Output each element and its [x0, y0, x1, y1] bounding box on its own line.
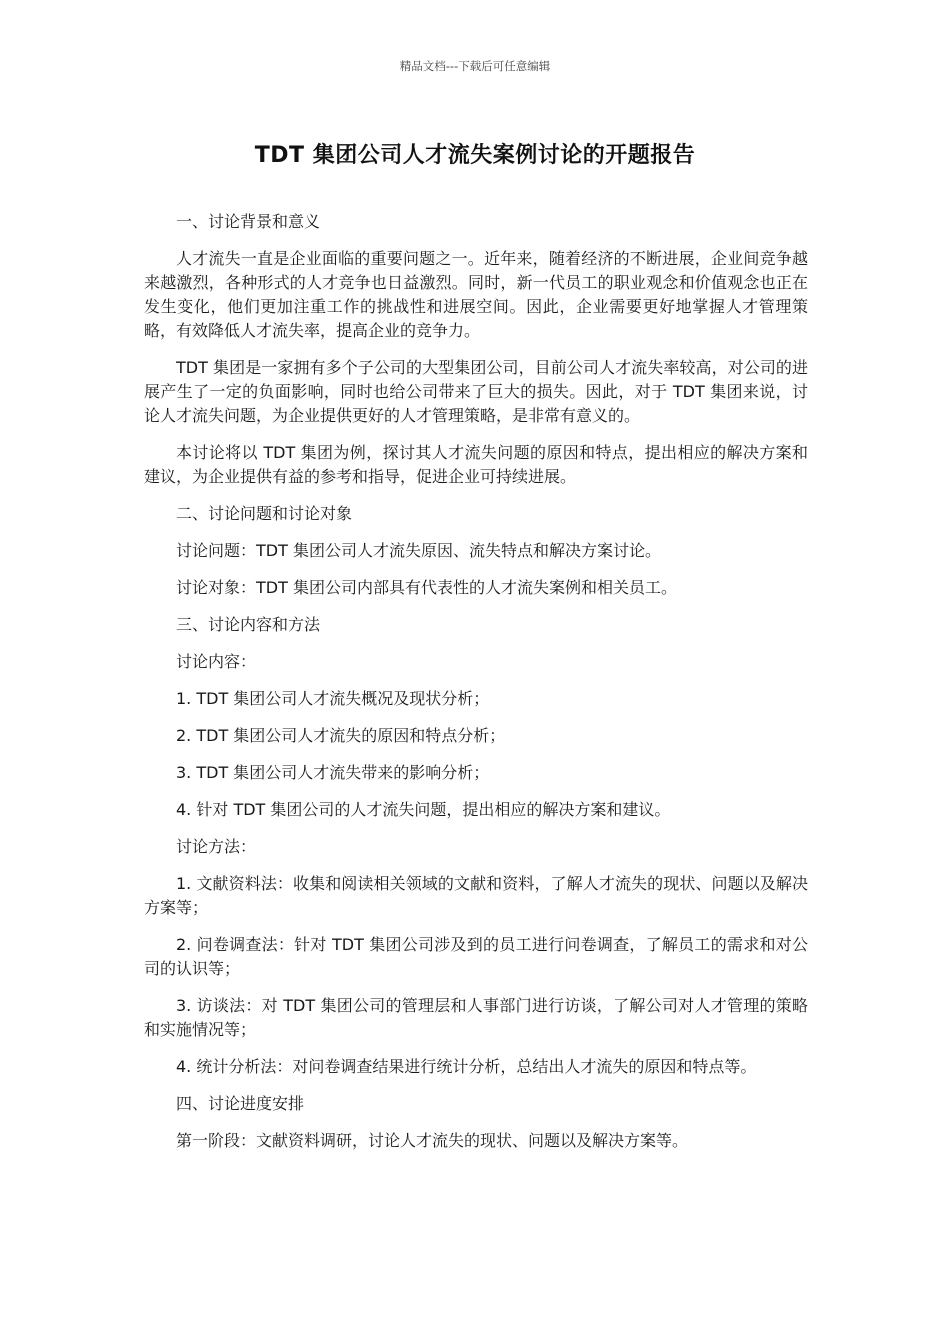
- list-item: 3. TDT 集团公司人才流失带来的影响分析；: [176, 763, 490, 782]
- paragraph: 讨论对象：TDT 集团公司内部具有代表性的人才流失案例和相关员工。: [176, 578, 677, 597]
- list-item: 1. TDT 集团公司人才流失概况及现状分析；: [176, 689, 490, 708]
- subheading-content: 讨论内容：: [176, 652, 257, 671]
- document-title: TDT 集团公司人才流失案例讨论的开题报告: [254, 143, 696, 168]
- paragraph: 讨论问题：TDT 集团公司人才流失原因、流失特点和解决方案讨论。: [176, 541, 661, 560]
- list-item: 2. TDT 集团公司人才流失的原因和特点分析；: [176, 726, 506, 745]
- subheading-methods: 讨论方法：: [176, 837, 257, 856]
- section-heading-4: 四、讨论进度安排: [176, 1094, 305, 1113]
- list-item: 3. 访谈法：对 TDT 集团公司的管理层和人事部门进行访谈，了解公司对人才管理的策略和实施情况等；: [144, 996, 808, 1039]
- section-heading-1: 一、讨论背景和意义: [176, 212, 321, 231]
- list-item: 1. 文献资料法：收集和阅读相关领域的文献和资料，了解人才流失的现状、问题以及解决方案等；: [144, 874, 808, 917]
- paragraph: 人才流失一直是企业面临的重要问题之一。近年来，随着经济的不断进展，企业间竞争越来越激烈，各种形式的人才竞争也日益激烈。同时，新一代员工的职业观念和价值观念也正在发生变化，他们更加注重工作的挑战性和进展空间。因此，企业需要更好地掌握人才管理策略，有效降低人才流失率，提高企业的竞争力。: [144, 249, 808, 340]
- paragraph: TDT 集团是一家拥有多个子公司的大型集团公司，目前公司人才流失率较高，对公司的进展产生了一定的负面影响，同时也给公司带来了巨大的损失。因此，对于 TDT 集团来说，讨论人才流失问题，为企业提供更好的人才管理策略，是非常有意义的。: [144, 358, 808, 425]
- paragraph: 本讨论将以 TDT 集团为例，探讨其人才流失问题的原因和特点，提出相应的解决方案和建议，为企业提供有益的参考和指导，促进企业可持续进展。: [144, 443, 808, 486]
- document-body: [144, 210, 808, 1166]
- list-item: 4. 统计分析法：对问卷调查结果进行统计分析，总结出人才流失的原因和特点等。: [176, 1057, 757, 1076]
- header-note: 精品文档---下载后可任意编辑: [399, 59, 551, 73]
- list-item: 4. 针对 TDT 集团公司的人才流失问题，提出相应的解决方案和建议。: [176, 800, 671, 819]
- section-heading-2: 二、讨论问题和讨论对象: [176, 504, 353, 523]
- section-heading-3: 三、讨论内容和方法: [176, 615, 321, 634]
- paragraph: 第一阶段：文献资料调研，讨论人才流失的现状、问题以及解决方案等。: [176, 1131, 689, 1150]
- list-item: 2. 问卷调查法：针对 TDT 集团公司涉及到的员工进行问卷调查，了解员工的需求和对公司的认识等；: [144, 935, 808, 978]
